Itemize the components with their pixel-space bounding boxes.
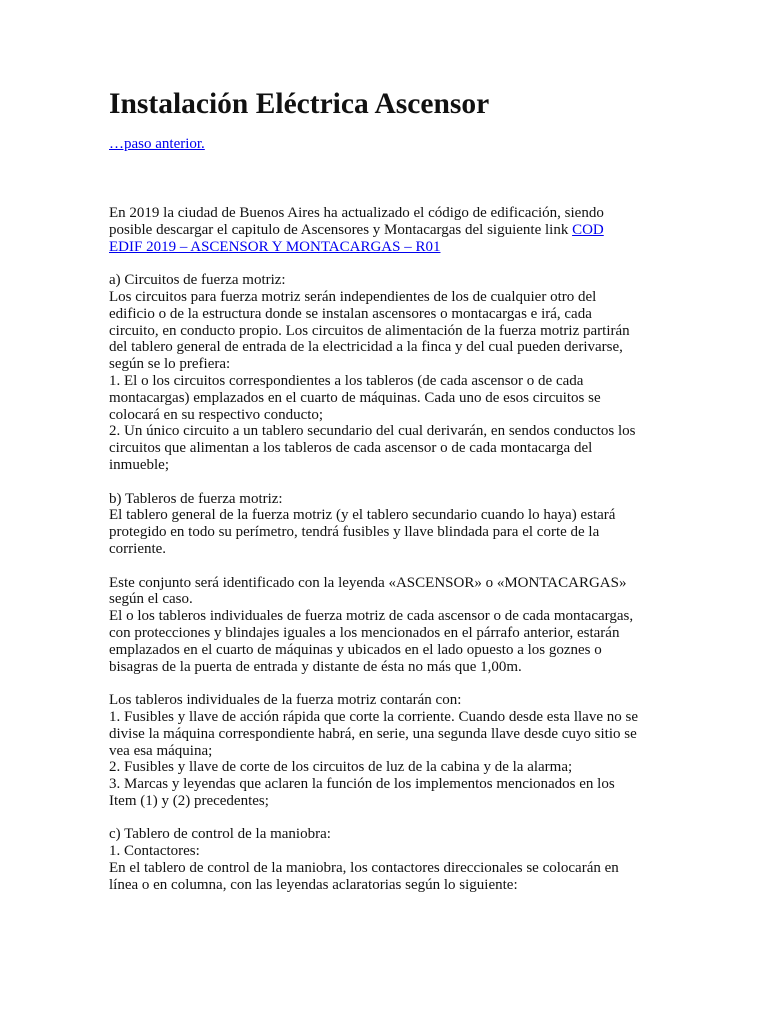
section-a-line: colocará en su respectivo conducto; — [109, 406, 324, 423]
paragraph-gap — [109, 558, 709, 575]
section-a-line: circuitos que alimentan a los tableros de cada ascensor o de cada montacarga del — [109, 440, 593, 457]
section-b2-line: emplazados en el cuarto de máquinas y ubicados en el lado opuesto a los goznes o — [109, 641, 602, 658]
section-b-line: corriente. — [109, 540, 167, 557]
previous-step-link[interactable]: …paso anterior. — [109, 136, 205, 152]
section-b2-line: según el caso. — [109, 591, 193, 608]
section-b2-line: con protecciones y blindajes iguales a los mencionados en el párrafo anterior, estarán — [109, 624, 620, 641]
section-b3-line: Item (1) y (2) precedentes; — [109, 792, 269, 809]
intro-line-1: En 2019 la ciudad de Buenos Aires ha actualizado el código de edificación, siendo — [109, 205, 604, 221]
section-b-line: El tablero general de la fuerza motriz (y el tablero secundario cuando lo haya) estará — [109, 507, 616, 524]
section-b3-line: 2. Fusibles y llave de corte de los circuitos de luz de la cabina y de la alarma; — [109, 759, 573, 776]
intro-paragraph — [109, 205, 709, 255]
section-a-line: 1. El o los circuitos correspondientes a los tableros (de cada ascensor o de cada — [109, 372, 584, 389]
section-c-heading: c) Tablero de control de la maniobra: — [109, 826, 331, 843]
section-a-line: circuito, en conducto propio. Los circuitos de alimentación de la fuerza motriz partirán — [109, 322, 630, 339]
intro-line-3 — [109, 239, 709, 256]
paragraph-gap — [109, 474, 709, 491]
section-a-line: montacargas) emplazados en el cuarto de máquinas. Cada uno de esos circuitos se — [109, 389, 601, 406]
section-a-line: 2. Un único circuito a un tablero secundario del cual derivarán, en sendos conductos los — [109, 423, 636, 440]
intro-line-2-text: posible descargar el capitulo de Ascensores y Montacargas del siguiente link — [109, 221, 573, 238]
section-b3-line: vea esa máquina; — [109, 742, 213, 759]
section-c-paragraph — [109, 826, 709, 893]
section-a-line: edificio o de la estructura donde se instalan ascensores o montacargas e irá, cada — [109, 305, 592, 322]
section-b-heading: b) Tableros de fuerza motriz: — [109, 490, 283, 507]
cod-edif-link-part1[interactable]: COD — [572, 221, 604, 238]
section-b2-line: El o los tableros individuales de fuerza motriz de cada ascensor o de cada montacargas, — [109, 608, 634, 625]
cod-edif-link-part2[interactable]: EDIF 2019 – ASCENSOR Y MONTACARGAS – R01 — [109, 238, 441, 255]
section-b-paragraph — [109, 491, 709, 558]
paragraph-gap — [109, 255, 709, 272]
section-b2-line: bisagras de la puerta de entrada y distante de ésta no más que 1,00m. — [109, 658, 522, 675]
section-b2-line: Este conjunto será identificado con la leyenda «ASCENSOR» o «MONTACARGAS» — [109, 574, 627, 591]
section-c-line: En el tablero de control de la maniobra, los contactores direccionales se colocarán en — [109, 860, 619, 877]
document-body — [109, 205, 709, 894]
previous-step-link-wrapper — [109, 136, 205, 153]
section-a-paragraph — [109, 272, 709, 474]
section-a-line: Los circuitos para fuerza motriz serán independientes de los de cualquier otro del — [109, 288, 597, 305]
section-b3-line: Los tableros individuales de la fuerza motriz contarán con: — [109, 692, 462, 709]
section-b3-line: 3. Marcas y leyendas que aclaren la función de los implementos mencionados en los — [109, 776, 615, 793]
section-a-line: del tablero general de entrada de la electricidad a la finca y del cual pueden derivarse, — [109, 339, 623, 356]
section-a-line: según se lo prefiera: — [109, 356, 231, 373]
intro-line-2 — [109, 222, 709, 239]
paragraph-gap — [109, 810, 709, 827]
page-title: Instalación Eléctrica Ascensor — [109, 88, 490, 120]
section-a-heading: a) Circuitos de fuerza motriz: — [109, 272, 286, 289]
section-b3-line: 1. Fusibles y llave de acción rápida que corte la corriente. Cuando desde esta llave no se — [109, 708, 638, 725]
section-b3-line: divise la máquina correspondiente habrá, en serie, una segunda llave desde cuyo sitio se — [109, 725, 637, 742]
section-b-line: protegido en todo su perímetro, tendrá fusibles y llave blindada para el corte de la — [109, 524, 600, 541]
section-b2-paragraph — [109, 575, 709, 676]
section-c-line: línea o en columna, con las leyendas aclaratorias según lo siguiente: — [109, 876, 518, 893]
section-b3-paragraph — [109, 692, 709, 810]
section-a-line: inmueble; — [109, 456, 169, 473]
section-c-line: 1. Contactores: — [109, 843, 200, 860]
paragraph-gap — [109, 675, 709, 692]
